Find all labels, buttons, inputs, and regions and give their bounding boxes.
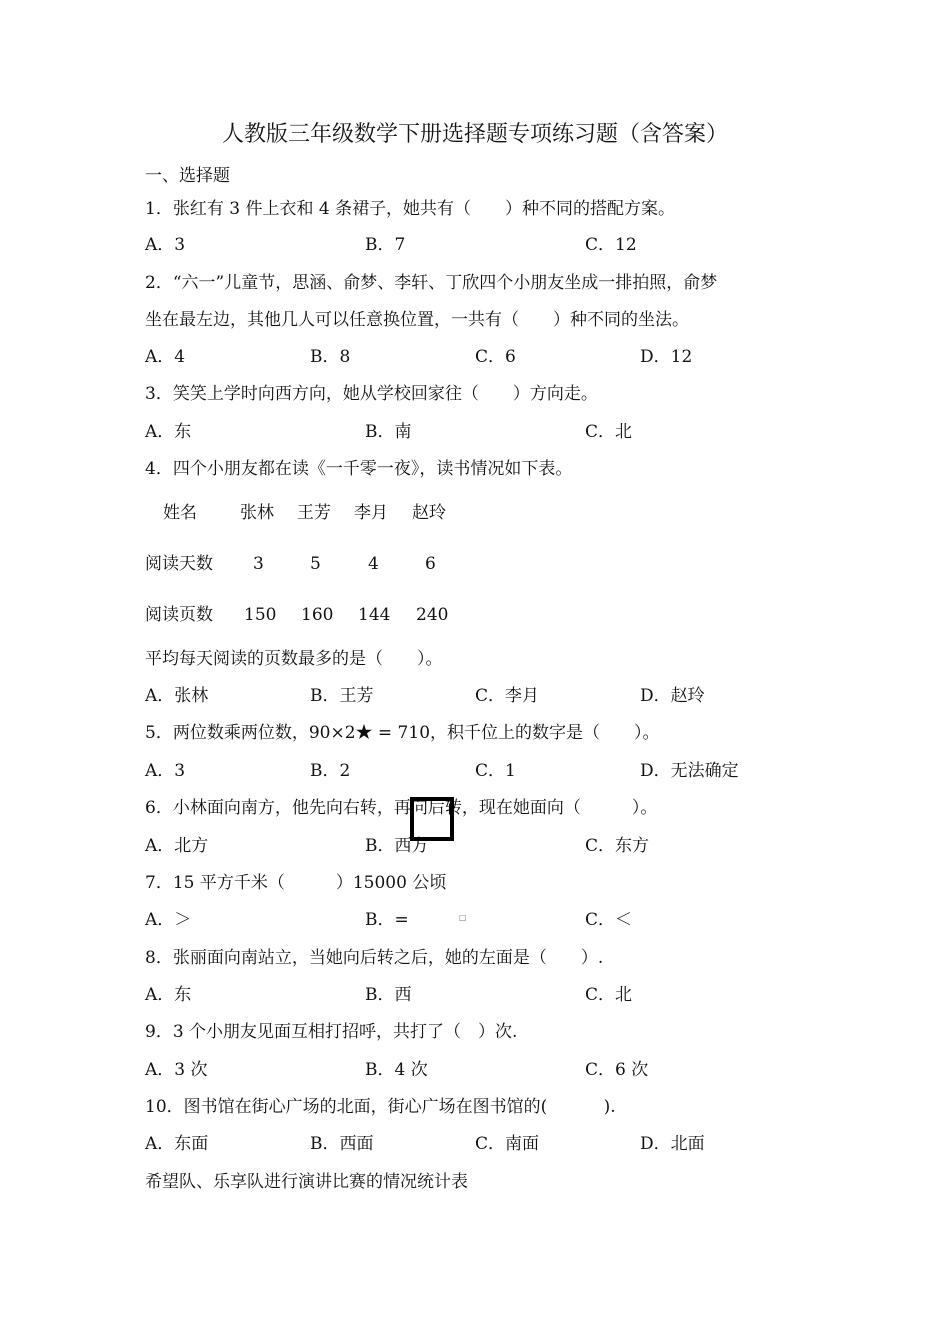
question-5-option-d: D．无法确定 — [640, 761, 739, 781]
question-5-option-c: C．1 — [475, 761, 516, 781]
question-4-question: 平均每天阅读的页数最多的是（ ）。 — [145, 649, 443, 669]
question-8-option-b: B．西 — [365, 985, 412, 1005]
table-cell-pages-wangfang: 160 — [301, 605, 334, 625]
question-10-stem: 10．图书馆在街心广场的北面，街心广场在图书馆的( ). — [145, 1097, 616, 1117]
question-4-option-d: D．赵玲 — [640, 686, 705, 706]
question-10-option-a: A．东面 — [145, 1134, 209, 1154]
question-8-option-c: C．北 — [585, 985, 633, 1005]
question-5-option-b: B．2 — [310, 761, 351, 781]
table-header-zhanglin: 张林 — [240, 503, 274, 523]
question-8-option-a: A．东 — [145, 985, 192, 1005]
question-4-option-a: A．张林 — [145, 686, 209, 706]
question-10-option-b: B．西面 — [310, 1134, 374, 1154]
question-2-option-c: C．6 — [475, 347, 516, 367]
question-5-stem: 5．两位数乘两位数，90×2★ = 710，积千位上的数字是（ ）。 — [145, 723, 660, 743]
statistics-table-caption: 希望队、乐享队进行演讲比赛的情况统计表 — [145, 1172, 468, 1192]
question-4-option-b: B．王芳 — [310, 686, 374, 706]
table-cell-pages-zhaoling: 240 — [416, 605, 449, 625]
question-3-option-a: A．东 — [145, 422, 192, 442]
question-4-stem: 4．四个小朋友都在读《一千零一夜》，读书情况如下表。 — [145, 459, 573, 479]
question-3-stem: 3．笑笑上学时向西方向，她从学校回家往（ ）方向走。 — [145, 384, 598, 404]
question-6-option-a: A．北方 — [145, 836, 209, 856]
question-2-option-b: B．8 — [310, 347, 351, 367]
question-9-option-a: A．3 次 — [145, 1060, 208, 1080]
table-cell-pages-zhanglin: 150 — [244, 605, 277, 625]
question-1-stem: 1．张红有 3 件上衣和 4 条裙子，她共有（ ）种不同的搭配方案。 — [145, 199, 676, 219]
question-3-option-b: B．南 — [365, 422, 412, 442]
question-2-option-a: A．4 — [145, 347, 186, 367]
table-cell-days-wangfang: 5 — [310, 554, 321, 574]
question-1-option-b: B．7 — [365, 235, 406, 255]
question-9-stem: 9．3 个小朋友见面互相打招呼，共打了（ ）次. — [145, 1022, 518, 1042]
question-2-stem-line-2: 坐在最左边，其他几人可以任意换位置，一共有（ ）种不同的坐法。 — [145, 310, 689, 330]
question-9-option-c: C．6 次 — [585, 1060, 649, 1080]
question-10-option-c: C．南面 — [475, 1134, 540, 1154]
question-6-option-b: B．西方 — [365, 836, 429, 856]
table-header-zhaoling: 赵玲 — [412, 503, 446, 523]
question-3-option-c: C．北 — [585, 422, 633, 442]
table-row-days-label: 阅读天数 — [145, 554, 213, 574]
table-cell-days-zhanglin: 3 — [253, 554, 264, 574]
table-header-name: 姓名 — [163, 503, 197, 523]
table-header-liyue: 李月 — [354, 503, 388, 523]
table-header-wangfang: 王芳 — [297, 503, 331, 523]
table-cell-days-zhaoling: 6 — [425, 554, 436, 574]
question-7-option-b: B．= — [365, 910, 409, 930]
table-row-pages-label: 阅读页数 — [145, 605, 213, 625]
question-8-stem: 8．张丽面向南站立，当她向后转之后，她的左面是（ ）. — [145, 948, 604, 968]
question-9-option-b: B．4 次 — [365, 1060, 428, 1080]
table-cell-days-liyue: 4 — [368, 554, 379, 574]
question-10-option-d: D．北面 — [640, 1134, 705, 1154]
overlay-box-marker — [410, 797, 454, 841]
question-1-option-a: A．3 — [145, 235, 186, 255]
document-title: 人教版三年级数学下册选择题专项练习题（含答案） — [221, 122, 728, 147]
question-4-option-c: C．李月 — [475, 686, 540, 706]
question-6-stem: 6．小林面向南方，他先向右转，再向后转，现在她面向（ ）。 — [145, 798, 658, 818]
question-2-stem-line-1: 2．“六一”儿童节，思涵、俞梦、李轩、丁欣四个小朋友坐成一排拍照，俞梦 — [145, 273, 718, 293]
question-1-option-c: C．12 — [585, 235, 637, 255]
question-5-option-a: A．3 — [145, 761, 186, 781]
question-6-option-c: C．东方 — [585, 836, 650, 856]
table-cell-pages-liyue: 144 — [358, 605, 391, 625]
question-7-option-a: A．＞ — [145, 910, 192, 930]
section-heading: 一、选择题 — [145, 166, 230, 186]
question-7-option-c: C．＜ — [585, 910, 633, 930]
question-7-stem: 7．15 平方千米（ ）15000 公顷 — [145, 873, 447, 893]
stray-glyph-mark: □ — [459, 913, 467, 922]
question-2-option-d: D．12 — [640, 347, 693, 367]
